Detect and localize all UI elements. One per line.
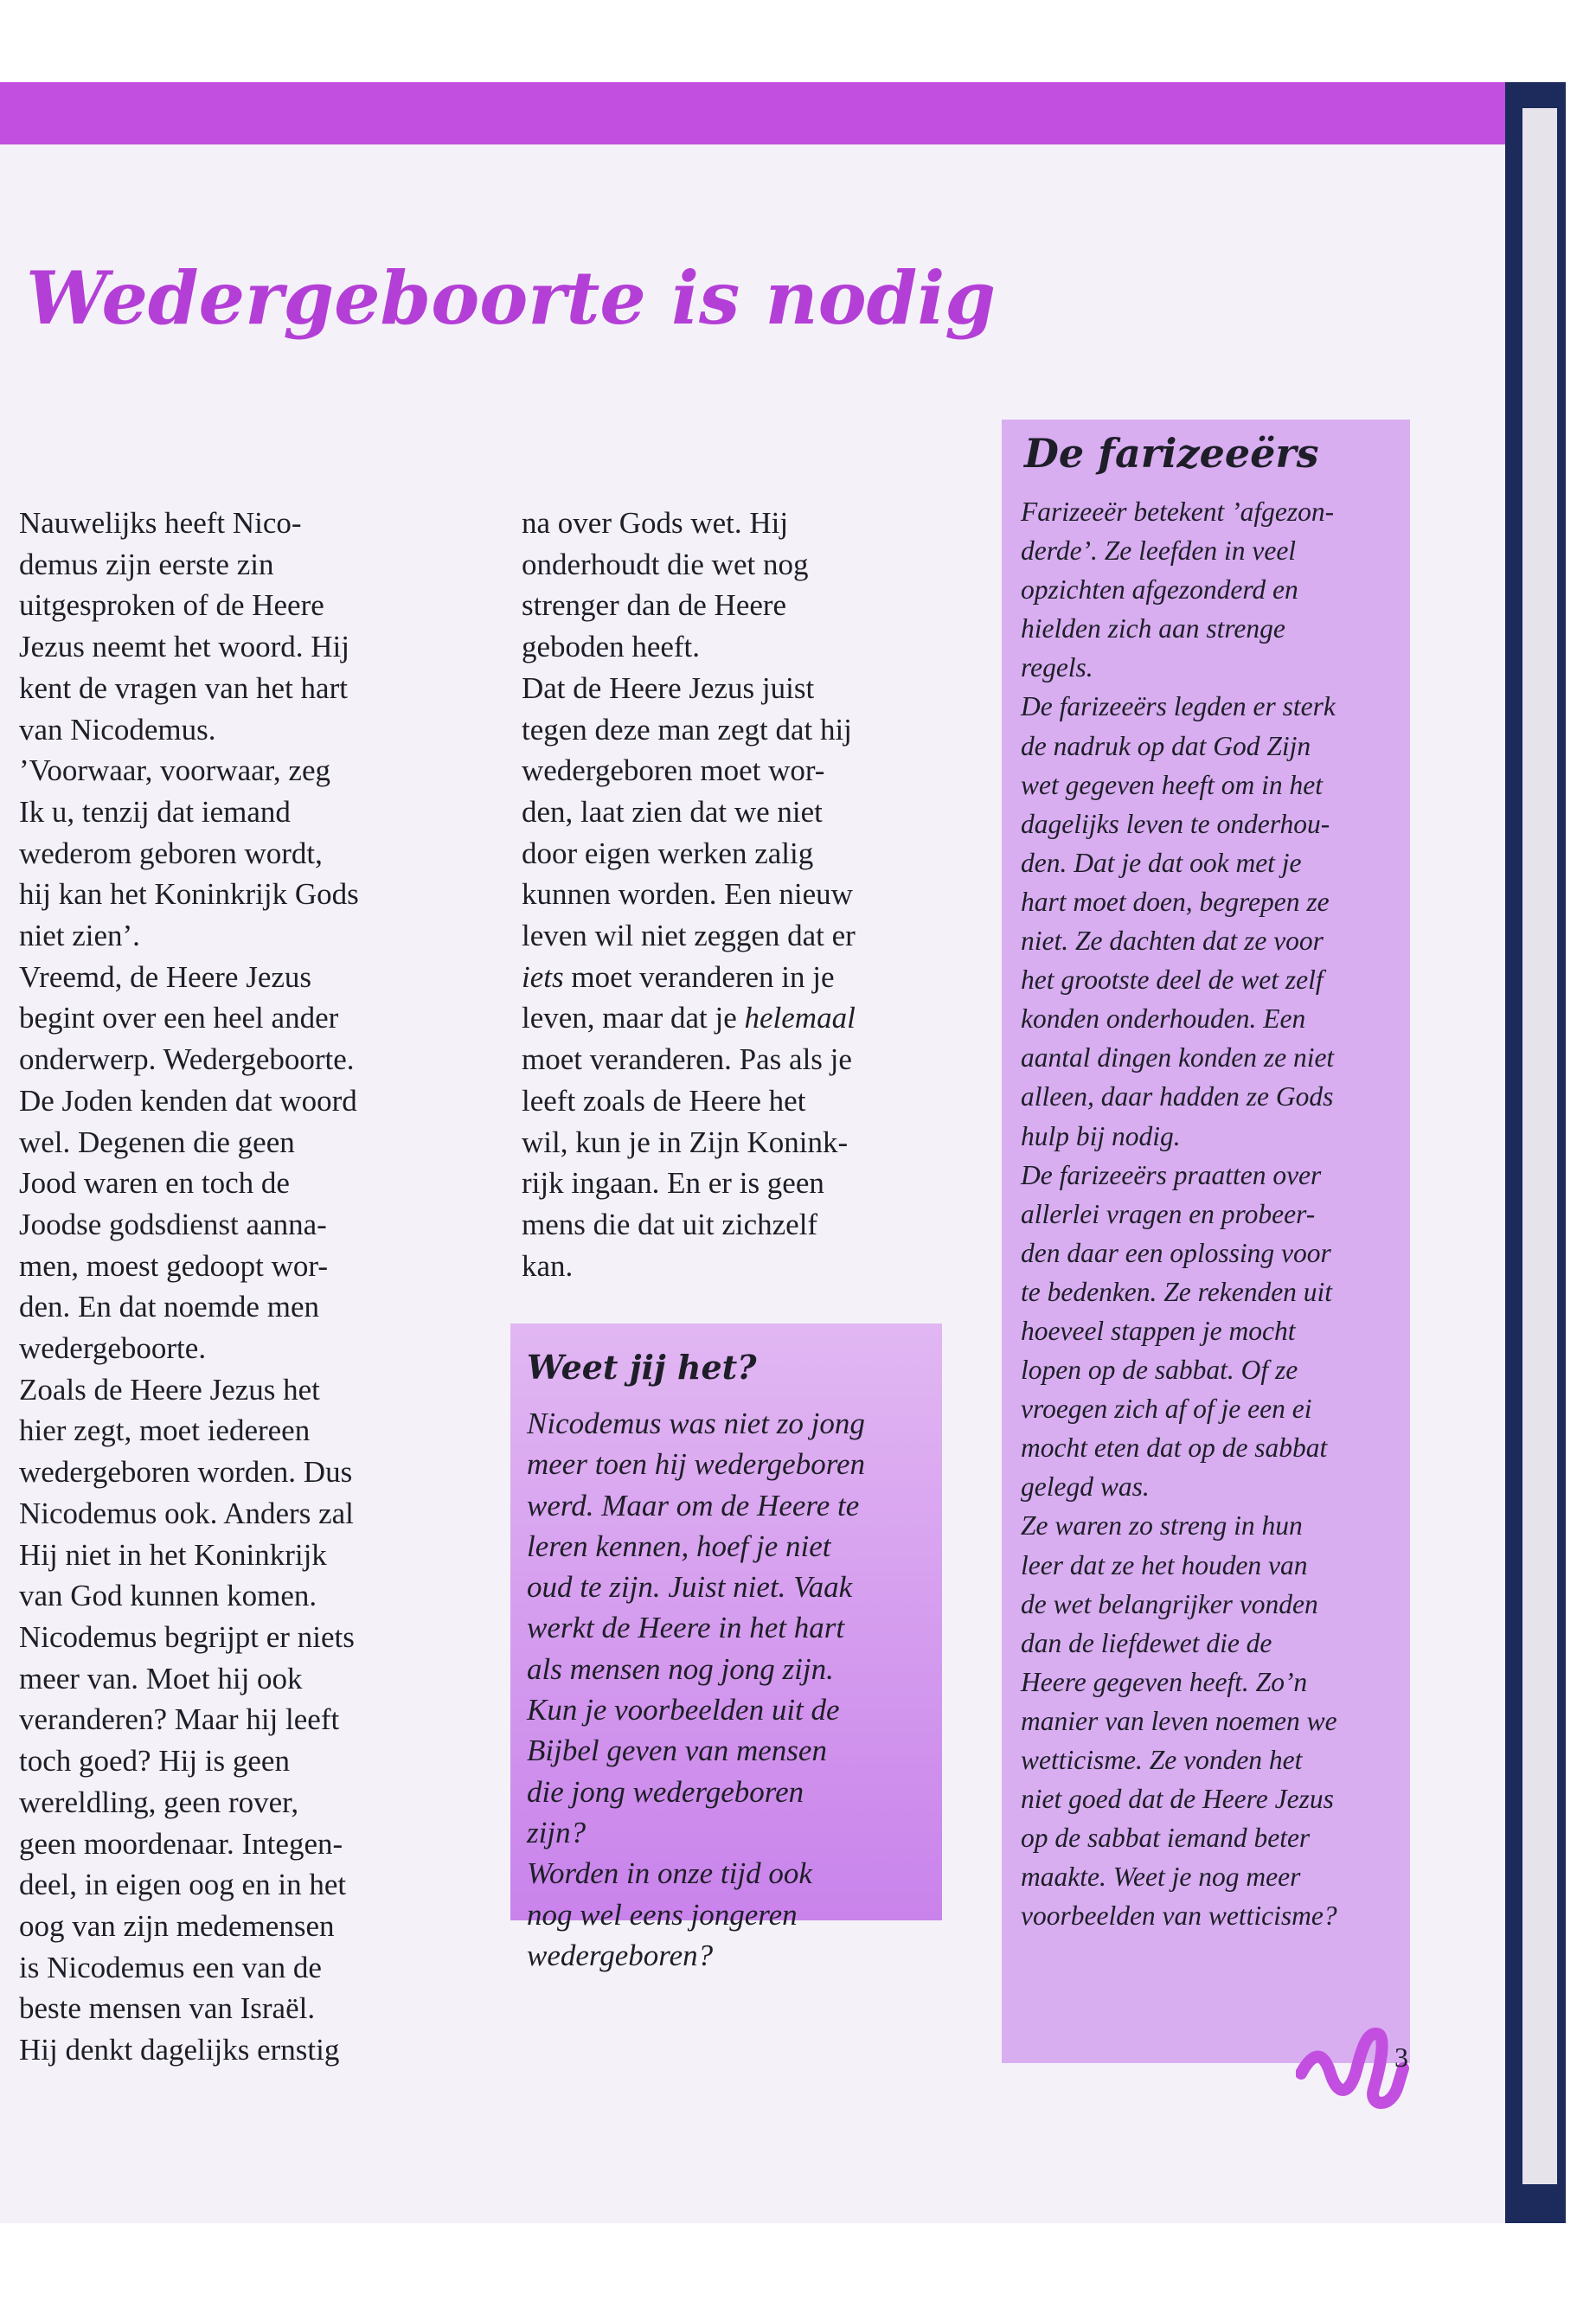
text-line: Dat de Heere Jezus juist	[522, 670, 815, 705]
body-column-1	[19, 503, 443, 2071]
text-line: Joodse godsdienst aanna-	[19, 1207, 327, 1241]
text-line: leeft zoals de Heere het	[522, 1083, 806, 1118]
text-line: meer toen hij wedergeboren	[527, 1447, 866, 1482]
text-line: aantal dingen konden ze niet	[1021, 1042, 1335, 1074]
text-line: onderhoudt die wet nog	[522, 547, 809, 581]
text-line: Nauwelijks heeft Nico-	[19, 506, 302, 540]
text-line: manier van leven noemen we	[1021, 1705, 1337, 1736]
text-line: niet goed dat de Heere Jezus	[1021, 1784, 1334, 1815]
text-line: ’Voorwaar, voorwaar, zeg	[19, 753, 330, 788]
farizeeers-heading: De farizeeërs	[1024, 430, 1319, 477]
text-line: de nadruk op dat God Zijn	[1021, 730, 1311, 761]
text-line: strenger dan de Heere	[522, 588, 787, 623]
text-line: Heere gegeven heeft. Zo’n	[1021, 1666, 1308, 1697]
emphasis-helemaal: helemaal	[744, 1001, 856, 1035]
text-line: Hij denkt dagelijks ernstig	[19, 2033, 340, 2067]
text-line: De farizeeërs legden er sterk	[1021, 691, 1336, 722]
text-line: na over Gods wet. Hij	[522, 506, 789, 540]
text-line: kent de vragen van het hart	[19, 670, 348, 705]
top-accent-bar	[0, 82, 1505, 144]
text-line: hoeveel stappen je mocht	[1021, 1315, 1296, 1346]
text-line: den. En dat noemde men	[19, 1290, 319, 1324]
text-line: Zoals de Heere Jezus het	[19, 1372, 320, 1407]
text-line: leer dat ze het houden van	[1021, 1549, 1308, 1580]
text-line: de wet belangrijker vonden	[1021, 1588, 1318, 1619]
text-line: Jood waren en toch de	[19, 1166, 290, 1201]
text-line: wel. Degenen die geen	[19, 1125, 295, 1159]
text-line: wereldling, geen rover,	[19, 1785, 299, 1819]
text-line: hulp bij nodig.	[1021, 1120, 1181, 1151]
text-line: hier zegt, moet iedereen	[19, 1413, 311, 1448]
text-line: De farizeeërs praatten over	[1021, 1159, 1322, 1190]
text-line: Jezus neemt het woord. Hij	[19, 630, 349, 664]
text-line: van Nicodemus.	[19, 712, 216, 747]
book-page	[0, 82, 1566, 2223]
text-line: kunnen worden. Een nieuw	[522, 877, 853, 912]
text-line: Nicodemus ook. Anders zal	[19, 1496, 354, 1530]
text-line: geen moordenaar. Integen-	[19, 1826, 343, 1861]
text-line: niet zien’.	[19, 919, 140, 953]
page-number: 3	[1394, 2041, 1408, 2073]
text-line: Farizeeër betekent ’afgezon-	[1021, 497, 1335, 527]
text-line: tegen deze man zegt dat hij	[522, 712, 852, 747]
text-line: oog van zijn medemensen	[19, 1908, 335, 1943]
text-line: opzichten afgezonderd en	[1021, 574, 1298, 606]
text-fragment: moet veranderen in je	[563, 959, 835, 994]
text-line: begint over een heel ander	[19, 1001, 339, 1035]
text-line: rijk ingaan. En er is geen	[522, 1166, 824, 1201]
text-line: gelegd was.	[1021, 1471, 1150, 1503]
text-line: werd. Maar om de Heere te	[527, 1488, 860, 1522]
weet-jij-het-box	[510, 1324, 942, 1972]
text-line: den daar een oplossing voor	[1021, 1237, 1331, 1268]
text-line: wedergeboren?	[527, 1938, 714, 1972]
text-line: maakte. Weet je nog meer	[1021, 1862, 1301, 1893]
weet-box-text	[527, 1403, 933, 1976]
text-line: als mensen nog jong zijn.	[527, 1651, 834, 1686]
text-line: beste mensen van Israël.	[19, 1991, 316, 2026]
text-line: Bijbel geven van mensen	[527, 1734, 827, 1768]
text-line: Ze waren zo streng in hun	[1021, 1510, 1303, 1541]
text-line: leren kennen, hoef je niet	[527, 1529, 831, 1563]
text-line: oud te zijn. Juist niet. Vaak	[527, 1570, 853, 1605]
text-line: De Joden kenden dat woord	[19, 1083, 357, 1118]
text-line: niet. Ze dachten dat ze voor	[1021, 926, 1324, 957]
text-line: Worden in onze tijd ook	[527, 1856, 812, 1891]
emphasis-iets: iets	[522, 959, 564, 994]
text-line: vroegen zich af of je een ei	[1021, 1394, 1312, 1425]
text-line: Vreemd, de Heere Jezus	[19, 959, 312, 994]
text-line: door eigen werken zalig	[522, 836, 814, 870]
farizeeers-box	[1002, 420, 1410, 2063]
text-line	[522, 997, 945, 1039]
page-edges	[1522, 108, 1557, 2184]
text-line: van God kunnen komen.	[19, 1579, 317, 1613]
text-line: wet gegeven heeft om in het	[1021, 769, 1323, 800]
text-line: Nicodemus begrijpt er niets	[19, 1619, 355, 1654]
text-line: Hij niet in het Koninkrijk	[19, 1537, 327, 1572]
weet-box-heading: Weet jij het?	[527, 1348, 757, 1387]
text-line: het grootste deel de wet zelf	[1021, 965, 1324, 996]
text-line: veranderen? Maar hij leeft	[19, 1702, 340, 1737]
text-line: mens die dat uit zichzelf	[522, 1207, 818, 1241]
text-line: leven wil niet zeggen dat er	[522, 919, 856, 953]
text-line: is Nicodemus een van de	[19, 1950, 322, 1984]
text-line: werkt de Heere in het hart	[527, 1611, 845, 1645]
text-fragment: leven, maar dat je	[522, 1001, 745, 1035]
text-line: den, laat zien dat we niet	[522, 794, 823, 829]
text-line: wedergeboren moet wor-	[522, 753, 825, 788]
body-column-2	[522, 503, 945, 1286]
text-line: toch goed? Hij is geen	[19, 1744, 290, 1779]
text-line: geboden heeft.	[522, 630, 701, 664]
text-line: wil, kun je in Zijn Konink-	[522, 1125, 849, 1159]
text-line: moet veranderen. Pas als je	[522, 1042, 852, 1077]
text-line: hart moet doen, begrepen ze	[1021, 886, 1330, 917]
book-spine	[1505, 82, 1566, 2223]
text-line: derde’. Ze leefden in veel	[1021, 535, 1297, 567]
text-line: regels.	[1021, 652, 1093, 683]
text-line: voorbeelden van wetticisme?	[1021, 1900, 1337, 1932]
text-line: hielden zich aan strenge	[1021, 613, 1285, 644]
text-line: demus zijn eerste zin	[19, 547, 274, 581]
text-line	[522, 957, 945, 998]
text-line: alleen, daar hadden ze Gods	[1021, 1081, 1334, 1112]
text-line: onderwerp. Wedergeboorte.	[19, 1042, 355, 1077]
text-line: konden onderhouden. Een	[1021, 1003, 1306, 1035]
text-line: Nicodemus was niet zo jong	[527, 1407, 865, 1440]
text-line: wedergeboren worden. Dus	[19, 1455, 353, 1490]
text-line: lopen op de sabbat. Of ze	[1021, 1355, 1298, 1386]
text-line: deel, in eigen oog en in het	[19, 1868, 347, 1902]
text-line: hij kan het Koninkrijk Gods	[19, 877, 359, 912]
text-line: kan.	[522, 1248, 574, 1283]
text-line: meer van. Moet hij ook	[19, 1661, 303, 1695]
text-line: Ik u, tenzij dat iemand	[19, 794, 291, 829]
text-line: men, moest gedoopt wor-	[19, 1248, 329, 1283]
text-line: Kun je voorbeelden uit de	[527, 1693, 840, 1727]
text-line: dan de liefdewet die de	[1021, 1627, 1272, 1658]
text-line: wedergeboorte.	[19, 1331, 207, 1366]
text-line: nog wel eens jongeren	[527, 1897, 798, 1932]
text-line: dagelijks leven te onderhou-	[1021, 808, 1330, 839]
text-line: wederom geboren wordt,	[19, 836, 323, 870]
text-line: mocht eten dat op de sabbat	[1021, 1433, 1328, 1464]
text-line: den. Dat je dat ook met je	[1021, 847, 1302, 878]
text-line: uitgesproken of de Heere	[19, 588, 324, 623]
text-line: te bedenken. Ze rekenden uit	[1021, 1276, 1333, 1307]
text-line: die jong wedergeboren	[527, 1774, 804, 1809]
farizeeers-text	[1021, 492, 1406, 1935]
text-line: zijn?	[527, 1815, 586, 1849]
text-line: wetticisme. Ze vonden het	[1021, 1745, 1303, 1775]
text-line: allerlei vragen en probeer-	[1021, 1198, 1316, 1229]
text-line: op de sabbat iemand beter	[1021, 1823, 1311, 1854]
page-title: Wedergeboorte is nodig	[26, 255, 996, 341]
